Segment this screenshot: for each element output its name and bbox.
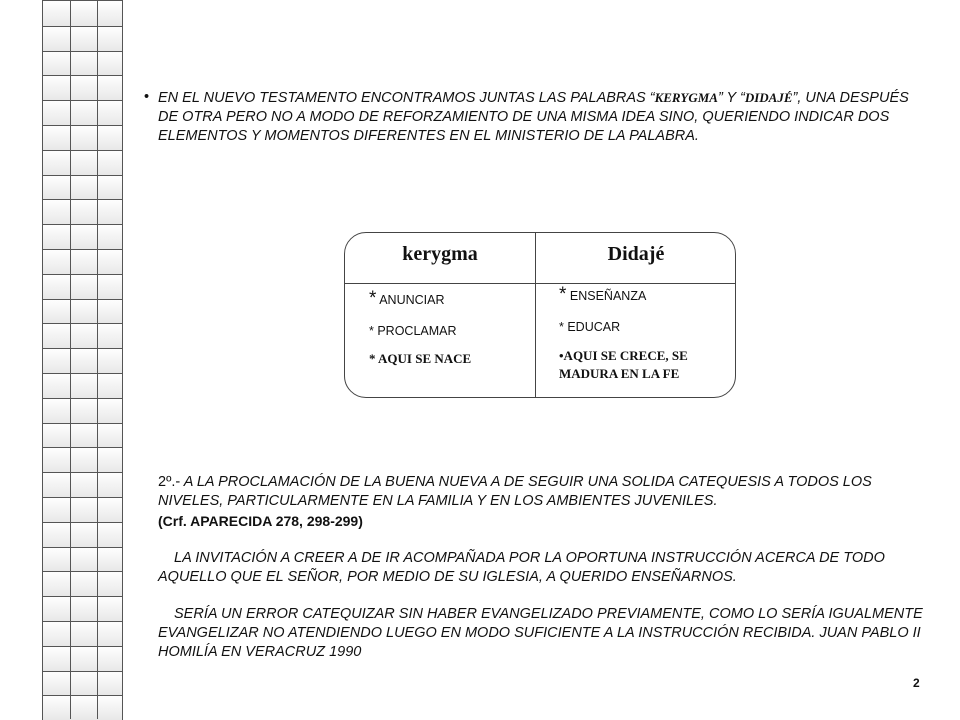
aparecida-reference: (Crf. APARECIDA 278, 298-299) — [158, 513, 363, 529]
left-item-anunciar: * ANUNCIAR — [369, 288, 445, 309]
grid-cell-row — [43, 224, 122, 249]
grid-horizontal-line — [43, 398, 122, 399]
bullet-marker: • — [144, 89, 150, 105]
invitation-paragraph: LA INVITACIÓN A CREER A DE IR ACOMPAÑADA POR LA OPORTUNA INSTRUCCIÓN ACERCA DE TODO AQUELLO QUE EL SEÑOR, POR MEDIO DE SU IGLESIA, A QUERIDO ENSEÑARNOS. — [158, 550, 885, 585]
grid-cell-row — [43, 249, 122, 274]
grid-cell-row — [43, 100, 122, 125]
grid-horizontal-line — [43, 695, 122, 696]
grid-cell-row — [43, 299, 122, 324]
grid-horizontal-line — [43, 75, 122, 76]
kerygma-didaje-table — [344, 232, 736, 398]
grid-horizontal-line — [43, 671, 122, 672]
grid-cell-row — [43, 26, 122, 51]
grid-cell-row — [43, 75, 122, 100]
grid-cell-row — [43, 199, 122, 224]
grid-cell-row — [43, 423, 122, 448]
grid-horizontal-line — [43, 522, 122, 523]
grid-horizontal-line — [43, 571, 122, 572]
grid-horizontal-line — [43, 646, 122, 647]
left-item-aqui-se-nace: * AQUI SE NACE — [369, 351, 472, 366]
grid-cell-row — [43, 497, 122, 522]
grid-cell-row — [43, 547, 122, 572]
grid-cell-row — [43, 348, 122, 373]
grid-horizontal-line — [43, 472, 122, 473]
grid-cell-row — [43, 323, 122, 348]
intro-bullet-paragraph — [144, 88, 928, 146]
grid-horizontal-line — [43, 323, 122, 324]
grid-cell-row — [43, 472, 122, 497]
grid-cell-row — [43, 51, 122, 76]
grid-cell-row — [43, 671, 122, 696]
section-number: 2º.- — [158, 474, 181, 490]
grid-cell-row — [43, 695, 122, 720]
grid-vertical-line — [70, 1, 71, 719]
grid-horizontal-line — [43, 51, 122, 52]
intro-text-middle: ” Y “ — [717, 90, 745, 106]
star-marker: * — [369, 288, 377, 309]
header-kerygma: kerygma — [402, 243, 478, 265]
grid-horizontal-line — [43, 274, 122, 275]
grid-horizontal-line — [43, 26, 122, 27]
grid-horizontal-line — [43, 249, 122, 250]
grid-cell-row — [43, 150, 122, 175]
grid-cell-row — [43, 571, 122, 596]
grid-cell-row — [43, 1, 122, 26]
grid-cell-row — [43, 646, 122, 671]
grid-horizontal-line — [43, 100, 122, 101]
left-item-proclamar: * PROCLAMAR — [369, 324, 457, 338]
keyword-kerygma: KERYGMA — [654, 90, 718, 105]
grid-vertical-line — [97, 1, 98, 719]
grid-cell-row — [43, 447, 122, 472]
grid-horizontal-line — [43, 224, 122, 225]
grid-cell-row — [43, 522, 122, 547]
grid-horizontal-line — [43, 299, 122, 300]
grid-horizontal-line — [43, 150, 122, 151]
section-2-text: A LA PROCLAMACIÓN DE LA BUENA NUEVA A DE SEGUIR UNA SOLIDA CATEQUESIS A TODOS LOS NIVELES, PARTICULARMENTE EN LA FAMILIA Y EN LOS AMBIENTES JUVENILES. — [158, 474, 872, 509]
grid-cell-row — [43, 175, 122, 200]
grid-horizontal-line — [43, 423, 122, 424]
decorative-grid-strip — [42, 0, 123, 720]
grid-horizontal-line — [43, 125, 122, 126]
page-number: 2 — [913, 676, 920, 690]
header-didaje: Didajé — [607, 243, 665, 265]
grid-horizontal-line — [43, 621, 122, 622]
grid-cell-row — [43, 373, 122, 398]
grid-cell-row — [43, 125, 122, 150]
grid-horizontal-line — [43, 348, 122, 349]
section-2-paragraph — [158, 473, 928, 511]
juan-pablo-quote-paragraph: SERÍA UN ERROR CATEQUIZAR SIN HABER EVANGELIZADO PREVIAMENTE, COMO LO SERÍA IGUALMENTE EVANGELIZAR NO ATENDIENDO LUEGO EN MODO SUFICIENTE A LA INSTRUCCIÓN RECIBIDA. JUAN PABLO II HOMILÍA EN VERACRUZ 1990 — [158, 606, 923, 660]
intro-text-after: ”, UNA DESPUÉS DE OTRA PERO NO A MODO DE REFORZAMIENTO DE UNA MISMA IDEA SINO, QUERIENDO INDICAR DOS ELEMENTOS Y MOMENTOS DIFERENTES EN EL MINISTERIO DE LA PALABRA. — [158, 90, 909, 144]
grid-horizontal-line — [43, 373, 122, 374]
grid-horizontal-line — [43, 175, 122, 176]
right-item-educar: * EDUCAR — [559, 320, 621, 334]
grid-horizontal-line — [43, 596, 122, 597]
grid-horizontal-line — [43, 497, 122, 498]
star-marker: * — [559, 284, 567, 305]
grid-horizontal-line — [43, 547, 122, 548]
table-header-divider — [345, 283, 735, 284]
grid-cell-row — [43, 274, 122, 299]
grid-cell-row — [43, 596, 122, 621]
right-item-ensenanza: * ENSEÑANZA — [559, 284, 647, 305]
grid-cell-row — [43, 621, 122, 646]
grid-cell-row — [43, 398, 122, 423]
right-item-aqui-se-crece: •AQUI SE CRECE, SE MADURA EN LA FE — [559, 348, 688, 381]
grid-horizontal-line — [43, 199, 122, 200]
keyword-didaje: DIDAJÉ — [744, 90, 793, 105]
grid-horizontal-line — [43, 447, 122, 448]
intro-text-before: EN EL NUEVO TESTAMENTO ENCONTRAMOS JUNTAS LAS PALABRAS “ — [158, 90, 655, 106]
